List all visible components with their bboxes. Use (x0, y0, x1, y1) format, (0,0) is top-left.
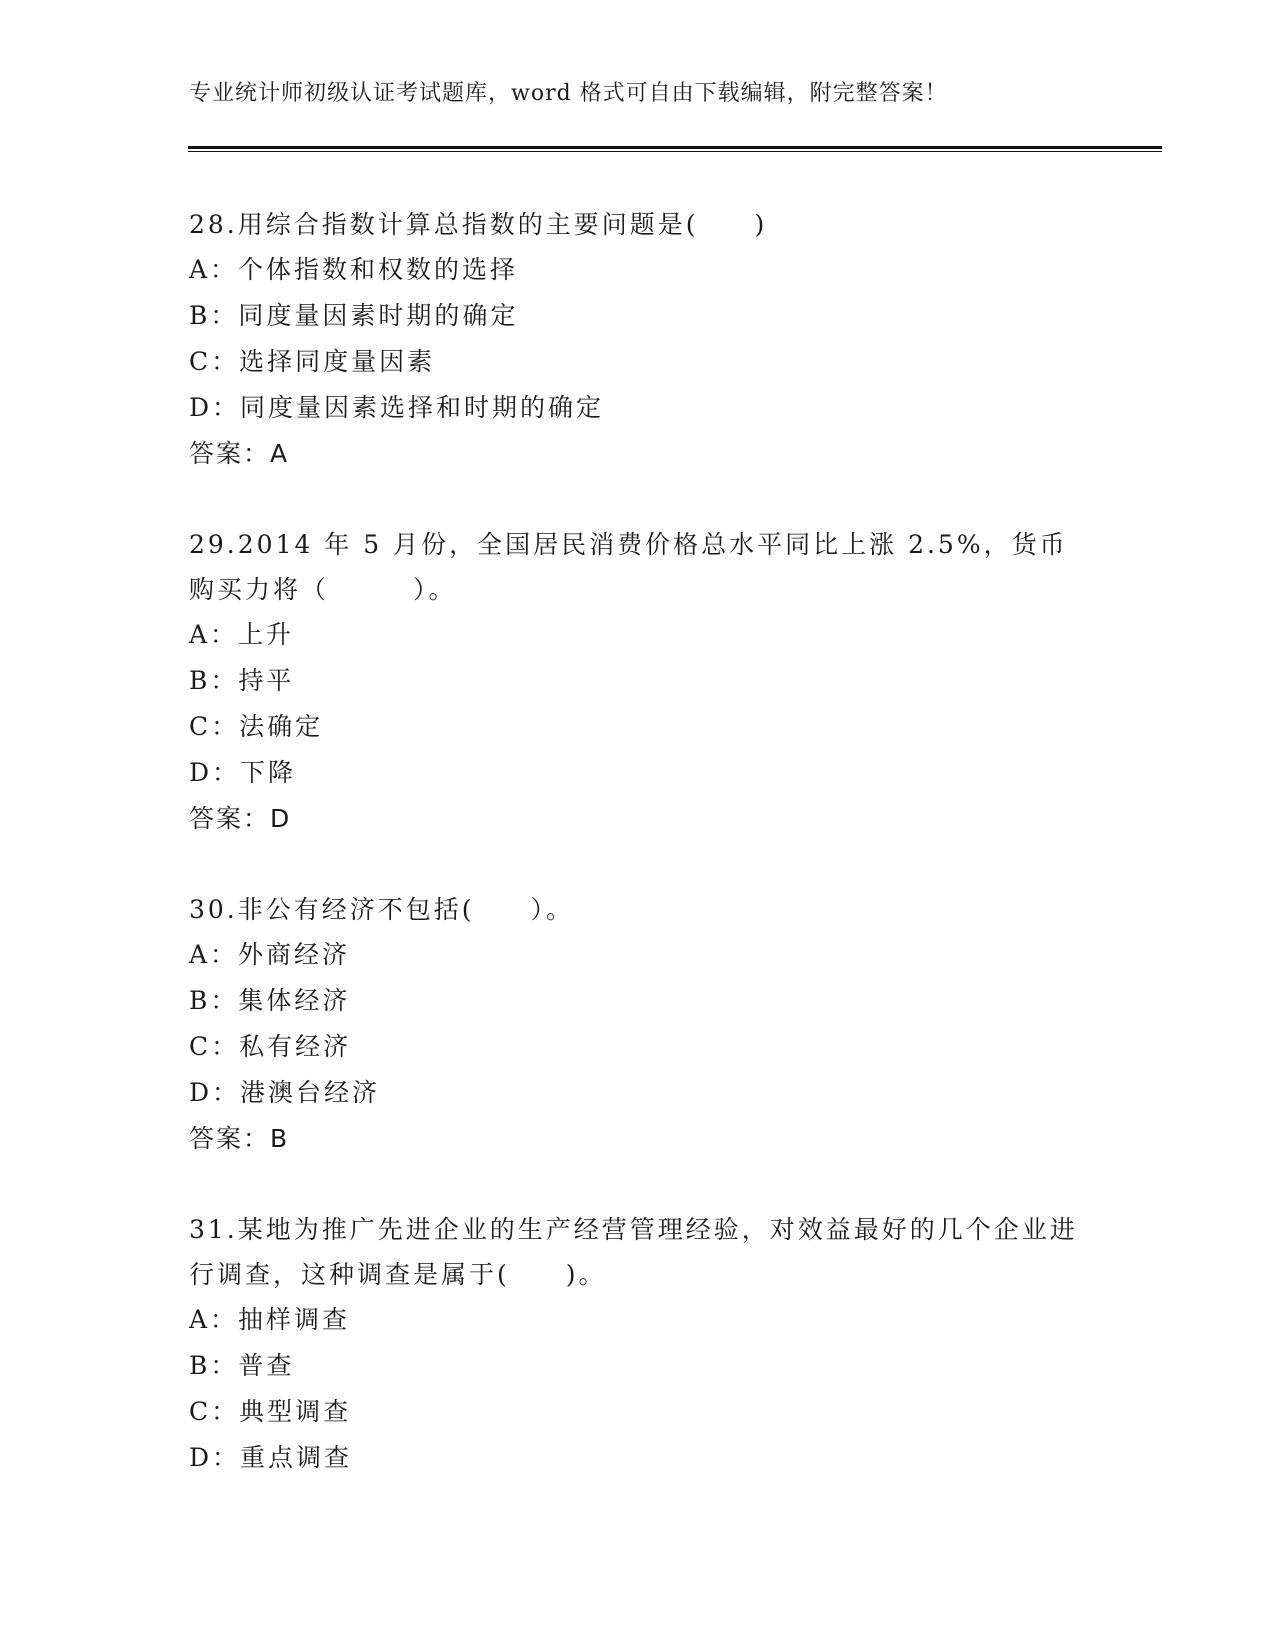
option-d: D：下降 (189, 758, 297, 787)
page-header: 专业统计师初级认证考试题库，word 格式可自由下载编辑，附完整答案！ (189, 81, 948, 106)
question-stem: 30.非公有经济不包括( ）。 (189, 895, 575, 924)
answer: 答案：B (189, 1124, 290, 1153)
option-a: A：上升 (189, 620, 295, 649)
header-divider-thin (188, 151, 1162, 152)
option-c: C：法确定 (189, 712, 324, 741)
option-b: B：普查 (189, 1351, 295, 1380)
option-b: B：集体经济 (189, 986, 351, 1015)
option-a: A：外商经济 (189, 940, 351, 969)
question-stem: 29.2014 年 5 月份，全国居民消费价格总水平同比上涨 2.5%，货币购买力将（ ）。 (189, 530, 1068, 604)
question-stem: 31.某地为推广先进企业的生产经营管理经验，对效益最好的几个企业进行调查，这种调查是属于( )。 (189, 1215, 1078, 1289)
question-30 (189, 887, 1089, 1162)
option-a: A：个体指数和权数的选择 (189, 255, 519, 284)
option-d: D：重点调查 (189, 1443, 353, 1472)
option-c: C：私有经济 (189, 1032, 352, 1061)
question-29 (189, 522, 1089, 842)
option-a: A：抽样调查 (189, 1305, 351, 1334)
question-stem: 28.用综合指数计算总指数的主要问题是( ) (189, 210, 768, 239)
option-c: C：选择同度量因素 (189, 347, 436, 376)
option-d: D：同度量因素选择和时期的确定 (189, 393, 605, 422)
question-31 (189, 1207, 1089, 1481)
question-28 (189, 202, 1089, 477)
option-b: B：同度量因素时期的确定 (189, 301, 519, 330)
option-d: D：港澳台经济 (189, 1078, 381, 1107)
header-divider (188, 146, 1162, 149)
option-b: B：持平 (189, 666, 295, 695)
question-list (189, 202, 1089, 1526)
answer: 答案：D (189, 804, 292, 833)
option-c: C：典型调查 (189, 1397, 352, 1426)
answer: 答案：A (189, 439, 290, 468)
